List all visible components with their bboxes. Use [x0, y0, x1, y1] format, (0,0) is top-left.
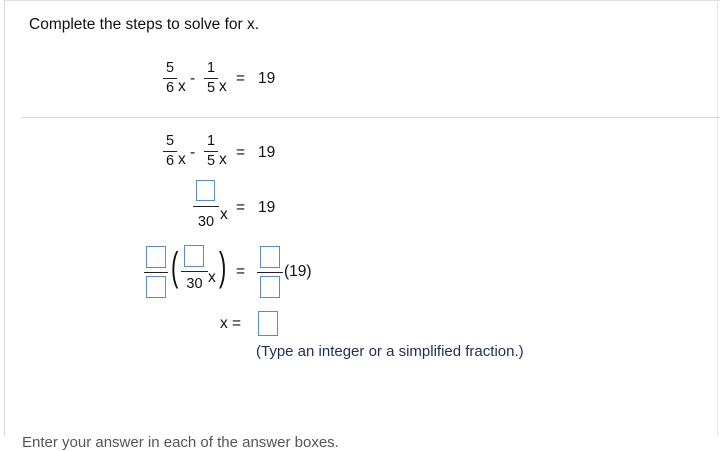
step2-rhs: 19	[258, 199, 276, 216]
section-separator	[22, 117, 720, 118]
problem-rhs: 19	[258, 70, 276, 87]
step3-var: x	[208, 269, 216, 286]
step3-rhs-denominator-input[interactable]	[260, 276, 280, 298]
step3-inner-bar	[181, 271, 208, 272]
problem-frac2-bar	[204, 78, 218, 79]
step3-multiplier-numerator-input[interactable]	[146, 246, 166, 268]
frame-left-border	[4, 0, 5, 451]
step2-var: x	[220, 206, 228, 223]
problem-frac1-bar	[163, 78, 177, 79]
problem-frac1-denominator: 6	[165, 80, 175, 96]
answer-hint: (Type an integer or a simplified fraction.)	[256, 343, 524, 360]
step3-inner-numerator-input[interactable]	[184, 245, 204, 267]
step3-inner-denominator: 30	[186, 276, 203, 292]
step1-var1: x	[178, 151, 186, 168]
step4-lhs: x =	[220, 315, 242, 332]
step3-rhs-bar	[257, 272, 283, 273]
step1-rhs: 19	[258, 144, 276, 161]
step2-fraction-bar	[193, 206, 219, 207]
step1-minus: -	[190, 144, 196, 161]
step1-frac1-denominator: 6	[165, 153, 175, 169]
step1-frac1-numerator: 5	[165, 133, 175, 149]
frame-top-border	[4, 0, 720, 1]
step3-equals: =	[236, 263, 246, 280]
step4-answer-input[interactable]	[258, 311, 278, 336]
step3-multiplier-bar	[144, 272, 168, 273]
step1-frac2-denominator: 5	[206, 153, 216, 169]
problem-frac2-numerator: 1	[206, 60, 216, 76]
problem-equals: =	[236, 70, 246, 87]
step1-var2: x	[219, 151, 227, 168]
step3-right-paren: )	[219, 245, 227, 289]
step3-multiplier-denominator-input[interactable]	[146, 276, 166, 298]
footer-band	[0, 436, 720, 451]
step3-rhs-numerator-input[interactable]	[260, 246, 280, 268]
step2-denominator: 30	[197, 214, 215, 230]
step1-frac2-numerator: 1	[206, 133, 216, 149]
step1-frac1-bar	[163, 151, 177, 152]
problem-var1: x	[178, 78, 186, 95]
step2-numerator-input[interactable]	[196, 180, 215, 201]
instructions: Complete the steps to solve for x.	[29, 16, 260, 33]
footer-text: Enter your answer in each of the answer boxes.	[22, 436, 339, 451]
step1-equals: =	[236, 144, 246, 161]
step2-equals: =	[236, 199, 246, 216]
problem-minus: -	[190, 70, 196, 87]
step3-rhs: (19)	[284, 263, 312, 280]
problem-var2: x	[219, 78, 227, 95]
frame-right-border	[717, 0, 718, 451]
step1-frac2-bar	[204, 151, 218, 152]
problem-frac2-denominator: 5	[206, 80, 216, 96]
step3-left-paren: (	[171, 245, 179, 289]
problem-frac1-numerator: 5	[165, 60, 175, 76]
